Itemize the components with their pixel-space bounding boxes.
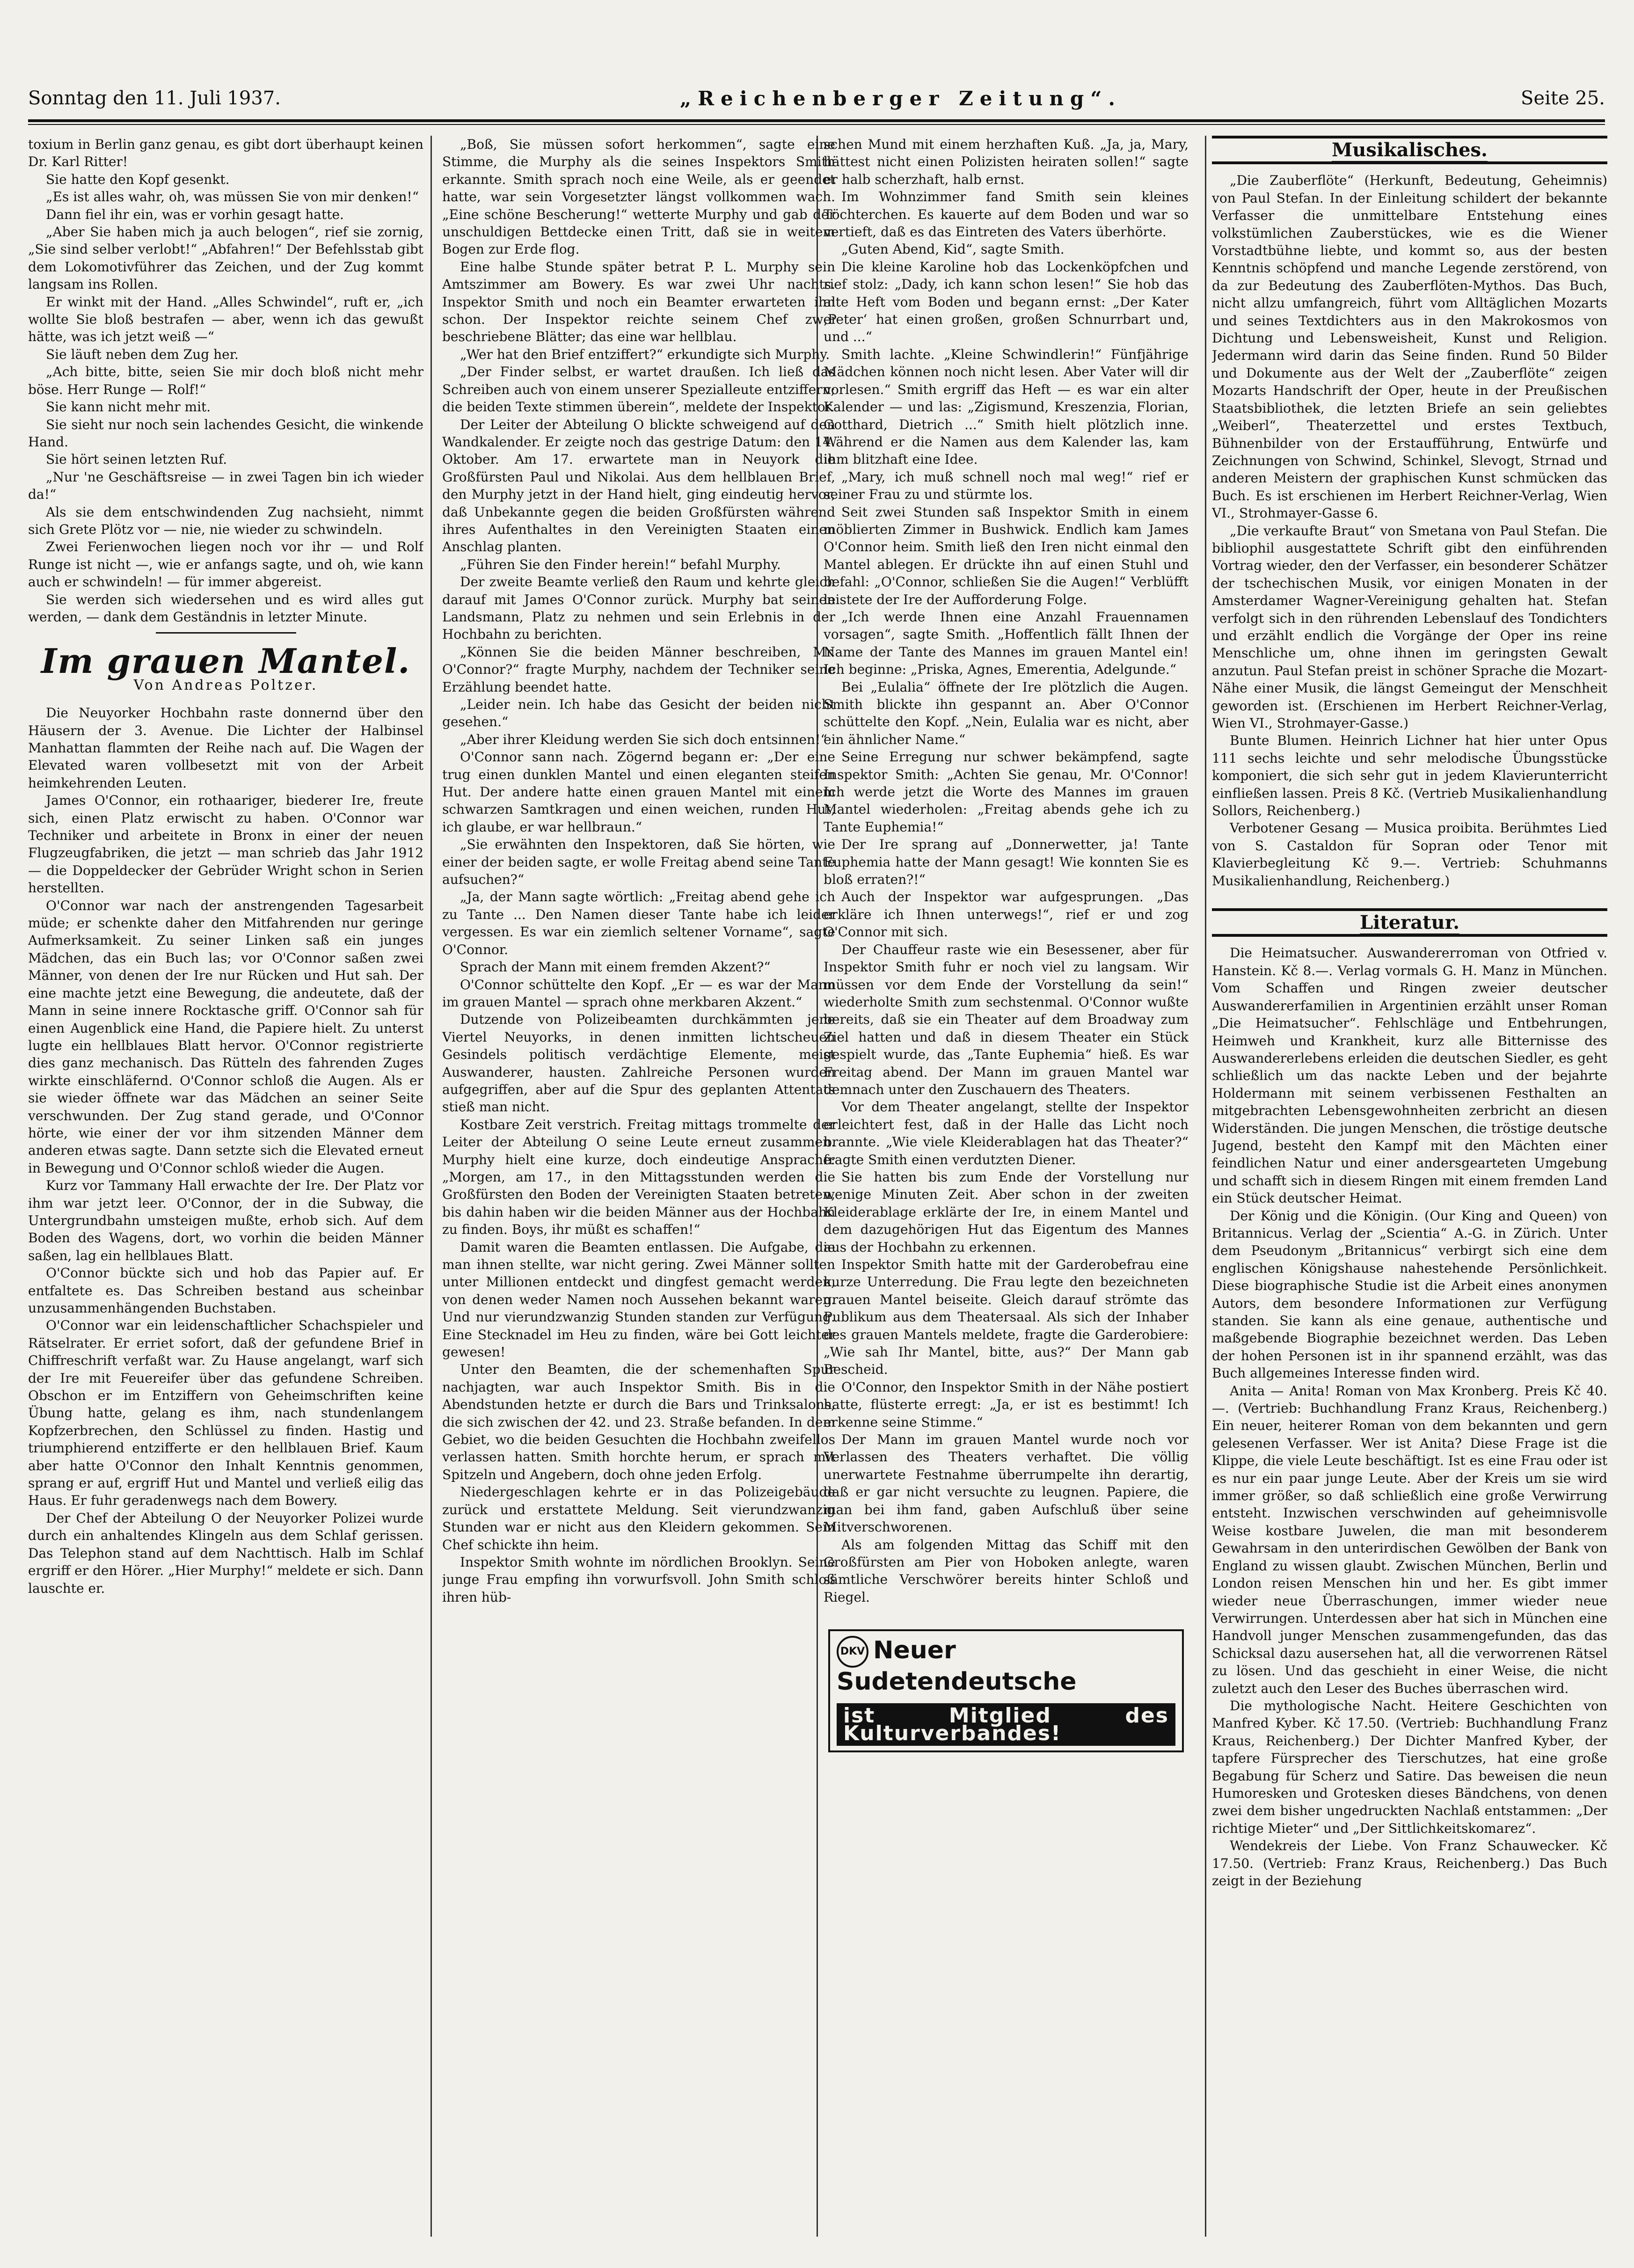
paragraph: „Es ist alles wahr, oh, was müssen Sie von mir denken!“ [46, 189, 419, 205]
column-divider [1205, 136, 1206, 2237]
review-entry: Die mythologische Nacht. Heitere Geschichten von Manfred Kyber. Kč 17.50. (Vertrieb: Buchhandlung Franz Kraus, Reichenberg.) Der Dichter Manfred Kyber, der tapfere Fürsprecher des Tierschutzes, hat eine große Begabung für Scherz und Satire. Das beweisen die neun Humoresken und Grotesken dieses Bändchens, von denen zwei dem bisher ungedruckten Nachlaß entstammen: „Der richtige Mieter“ und „Der Sittlichkeitskomarez“. [1212, 1698, 1607, 1836]
paragraph: schen Mund mit einem herzhaften Kuß. „Ja, ja, Mary, hättest nicht einen Polizisten heiraten sollen!“ sagte er halb scherzhaft, halb ernst. [824, 137, 1189, 187]
ad-subline: ist Mitglied des Kulturverbandes! [837, 1703, 1175, 1746]
paragraph: „Ach bitte, bitte, seien Sie mir doch bloß nicht mehr böse. Herr Runge — Rolf!“ [28, 364, 423, 397]
paragraph: Vor dem Theater angelangt, stellte der Inspektor erleichtert fest, daß in der Halle das Licht noch brannte. „Wie viele Kleiderablagen hat das Theater?“ fragte Smith einen verdutzten Diener. [824, 1099, 1189, 1167]
ad-headline [837, 1636, 1175, 1696]
review-entry: Anita — Anita! Roman von Max Kronberg. Preis Kč 40.—. (Vertrieb: Buchhandlung Franz Kraus, Reichenberg.) Ein neuer, heiterer Roman von dem bekannten und gern gelesenen Verfasser. Wer ist Anita? Diese Frage ist die Klippe, die viele Leute beschäftigt. Ist es eine Frau oder ist es nur ein paar junge Leute. Aber der Kreis um sie wird immer größer, so daß schließlich eine große Verwirrung entsteht. Inzwischen verschwinden auf geheimnisvolle Weise kostbare Juwelen, die man mit besonderem Gewahrsam in den unterirdischen Gewölben der Bank von England zu wissen glaubt. Zwischen München, Berlin und London reisen Menschen hin und her. Es gibt immer wieder neue Überraschungen, immer wieder neue Verwirrungen. Unterdessen aber hat sich in München eine Handvoll junger Menschen zusammengefunden, das das Schicksal dazu ausersehen hat, all die verworrenen Rätsel zu lösen. Und das geschieht in einer Weise, die nicht zuletzt auch den Leser des Buches überraschen wird. [1212, 1383, 1607, 1696]
column-4 [1212, 136, 1607, 2241]
paragraph: Dutzende von Polizeibeamten durchkämmten jene Viertel Neuyorks, in denen inmitten lichtscheuen Gesindels politisch verdächtige Elemente, meist Auswanderer, hausten. Zahlreiche Personen wurden aufgegriffen, aber auf die Spur des geplanten Attentats stieß man nicht. [442, 1012, 835, 1115]
paragraph: Sie läuft neben dem Zug her. [46, 346, 239, 362]
story-title: Im grauen Mantel. [41, 641, 411, 681]
paragraph: Der Chef der Abteilung O der Neuyorker Polizei wurde durch ein anhaltendes Klingeln aus dem Schlaf gerissen. Das Telephon stand auf dem Nachttisch. Halb im Schlaf ergriff er den Hörer. „Hier Murphy!“ meldete er sich. Dann lauschte er. [28, 1510, 423, 1596]
paragraph: Die kleine Karoline hob das Lockenköpfchen und rief stolz: „Dady, ich kann schon lesen!“ Sie hob das alte Heft vom Boden und begann ernst: „Der Kater ‚Peter‘ hat einen großen, großen Schnurrbart und, und ...“ [824, 259, 1189, 345]
page-header [28, 82, 1605, 115]
paragraph: Inspektor Smith wohnte im nördlichen Brooklyn. Seine junge Frau empfing ihn vorwurfsvoll. John Smith schloß ihren hüb- [442, 1554, 835, 1605]
paragraph: Die Neuyorker Hochbahn raste donnernd über den Häusern der 3. Avenue. Die Lichter der Halbinsel Manhattan flammten der Reihe nach auf. Die Wagen der Elevated waren vollbesetzt mit von der Arbeit heimkehrenden Leuten. [28, 705, 423, 791]
header-rule [28, 119, 1605, 122]
paragraph: Im Wohnzimmer fand Smith sein kleines Töchterchen. Es kauerte auf dem Boden und war so vertieft, daß es das Eintreten des Vaters überhörte. [824, 189, 1189, 240]
paragraph: Damit waren die Beamten entlassen. Die Aufgabe, die man ihnen stellte, war nicht gering. Zwei Männer sollten unter Millionen entdeckt und dingfest gemacht werden, von denen weder Namen noch Aussehen bekannt waren. Und nur vierundzwanzig Stunden standen zur Verfügung. Eine Stecknadel im Heu zu finden, wäre bei Gott leichter gewesen! [442, 1239, 835, 1360]
paragraph: Kurz vor Tammany Hall erwachte der Ire. Der Platz vor ihm war jetzt leer. O'Connor, der in die Subway, die Untergrundbahn umsteigen mußte, erhob sich. Auf dem Boden des Wagens, dort, wo vorhin die beiden Männer saßen, lag ein hellblaues Blatt. [28, 1178, 423, 1263]
paragraph: Dann fiel ihr ein, was er vorhin gesagt hatte. [46, 206, 344, 222]
paragraph: toxium in Berlin ganz genau, es gibt dort überhaupt keinen Dr. Karl Ritter! [28, 137, 423, 170]
paragraph: Zwei Ferienwochen liegen noch vor ihr — und Rolf Runge ist nicht —, wie er anfangs sagte, und oh, wie kann auch er schwindeln! — für immer abgereist. [28, 539, 423, 590]
paragraph: Als sie dem entschwindenden Zug nachsieht, nimmt sich Grete Plötz vor — nie, nie wieder zu schwindeln. [28, 504, 423, 537]
paragraph: O'Connor, den Inspektor Smith in der Nähe postiert hatte, flüsterte erregt: „Ja, er ist es bestimmt! Ich erkenne seine Stimme.“ [824, 1379, 1189, 1430]
review-entry: Der König und die Königin. (Our King and Queen) von Britannicus. Verlag der „Scientia“ A.-G. in Zürich. Unter dem Pseudonym „Britannicus“ verbirgt sich eine dem englischen Königshause nahestehende Persönlichkeit. Diese biographische Studie ist die Arbeit eines anonymen Autors, dem besondere Informationen zur Verfügung standen. Sie kann als eine genaue, authentische und maßgebende Biographie bezeichnet werden. Das Leben der hohen Personen ist in ihr spannend erzählt, was das Buch allgemeines Interesse finden wird. [1212, 1208, 1607, 1381]
paragraph: „Ja, der Mann sagte wörtlich: „Freitag abend gehe ich zu Tante ... Den Namen dieser Tante habe ich leider vergessen. Es war ein ziemlich seltener Vorname“, sagte O'Connor. [442, 889, 835, 957]
paragraph: Er winkt mit der Hand. „Alles Schwindel“, ruft er, „ich wollte Sie bloß bestrafen — aber, wenn ich das gewußt hätte, was ich jetzt weiß —“ [28, 294, 423, 345]
review-entry: Bunte Blumen. Heinrich Lichner hat hier unter Opus 111 sechs leichte und sehr melodische Übungsstücke komponiert, die sich sehr gut in jedem Klavierunterricht einfließen lassen. Preis 8 Kč. (Vertrieb Musikalienhandlung Sollors, Reichenberg.) [1212, 733, 1607, 819]
review-entry: Die Heimatsucher. Auswandererroman von Otfried v. Hanstein. Kč 8.—. Verlag vormals G. H. Manz in München. Vom Schaffen und Ringen zweier deutscher Auswandererfamilien in Argentinien erzählt unser Roman „Die Heimatsucher“. Fehlschläge und Entbehrungen, Heimweh und Krankheit, kurz alle Bitternisse des Auswandererlebens erleiden die deutschen Siedler, es geht schließlich um das nackte Leben und der bejahrte Holdermann mit seinem verbissenen Festhalten an mitgebrachten Lebensgewohnheiten zerbricht an diesen Widerständen. Die jungen Menschen, die tröstige deutsche Jugend, besteht den Kampf mit den Mächten einer feindlichen Natur und einer andersgearteten Umgebung und schafft sich in diesem Ringen mit einem fremden Land ein Stück deutscher Heimat. [1212, 945, 1607, 1206]
header-page-number: Seite 25. [1521, 88, 1605, 109]
paragraph: „Aber Sie haben mich ja auch belogen“, rief sie zornig, „Sie sind selber verlobt!“ „Abfahren!“ Der Befehlsstab gibt dem Lokomotivführer das Zeichen, und der Zug kommt langsam ins Rollen. [28, 224, 423, 292]
story-end-rule [156, 632, 296, 634]
paragraph: Smith lachte. „Kleine Schwindlerin!“ Fünfjährige Mädchen können noch nicht lesen. Aber Vater will dir vorlesen.“ Smith ergriff das Heft — es war ein alter Kalender — und las: „Zigismund, Kreszenzia, Florian, Gotthard, Dietrich ...“ Smith hielt plötzlich inne. Während er die Namen aus dem Kalender las, kam ihm blitzhaft eine Idee. [824, 346, 1189, 467]
kulturverband-logo-icon: DKV [837, 1636, 868, 1668]
paragraph: „Aber ihrer Kleidung werden Sie sich doch entsinnen!“ [460, 731, 827, 747]
paragraph: Der Ire sprang auf „Donnerwetter, ja! Tante Euphemia hatte der Mann gesagt! Wie konnten Sie es bloß erraten?!“ [824, 837, 1189, 888]
header-paper-name: „Reichenberger Zeitung“. [679, 87, 1122, 110]
paragraph: „Der Finder selbst, er wartet draußen. Ich ließ das Schreiben auch von einem unserer Spezialleute entziffern; die beiden Texte stimmen überein“, meldete der Inspektor. [442, 364, 835, 415]
column-1 [28, 136, 423, 2241]
paragraph: Der Mann im grauen Mantel wurde noch vor Verlassen des Theaters verhaftet. Die völlig unerwartete Festnahme überrumpelte ihn derartig, daß er gar nicht versuchte zu leugnen. Papiere, die man bei ihm fand, gaben Aufschluß über seine Mitverschworenen. [824, 1432, 1189, 1535]
section-heading-literature [1212, 908, 1607, 937]
review-entry: „Die Zauberflöte“ (Herkunft, Bedeutung, Geheimnis) von Paul Stefan. In der Einleitung schildert der bekannte Verfasser die unmittelbare Entstehung eines volkstümlichen Zauberstückes, wie es die Wiener Vorstadtbühne liebte, und kommt so, aus der besten Kenntnis schöpfend und manche Legende zerstörend, von da zur Bedeutung des Zauberflöten-Mythos. Das Buch, nicht allzu umfangreich, führt vom Alltäglichen Mozarts und seines Textdichters aus in den Makrokosmos von Dichtung und Lebensweisheit, Kunst und Religion. Jedermann wird darin das Seine finden. Rund 50 Bilder und Dokumente aus der Welt der „Zauberflöte“ zeigen Mozarts Handschrift der Oper, heute in der Preußischen Staatsbibliothek, die letzten Briefe an sein geliebtes „Weiberl“, Theaterzettel und erstes Textbuch, Bühnenbilder von der Erstaufführung, Entwürfe und Zeichnungen von Schwind, Schinkel, Slevogt, Strnad und anderen Meistern der graphischen Kunst schmücken das Buch. Es ist erschienen im Herbert Reichner-Verlag, Wien VI., Strohmayer-Gasse 6. [1212, 173, 1607, 521]
story-byline: Von Andreas Poltzer. [133, 677, 318, 693]
paragraph: Der Chauffeur raste wie ein Besessener, aber für Inspektor Smith fuhr er noch viel zu langsam. Wir müssen vor dem Ende der Vorstellung da sein!“ wiederholte Smith zum sechstenmal. O'Connor wußte bereits, daß sie ein Theater auf dem Broadway zum Ziel hatten und daß in diesem Theater ein Stück gespielt wurde, das „Tante Euphemia“ hieß. Es war Freitag abend. Der Mann im grauen Mantel war demnach unter den Zuschauern des Theaters. [824, 941, 1189, 1097]
paragraph: „Wer hat den Brief entziffert?“ erkundigte sich Murphy. [460, 346, 830, 362]
paragraph: „Boß, Sie müssen sofort herkommen“, sagte eine Stimme, die Murphy als die seines Inspektors Smith erkannte. Smith sprach noch eine Weile, als er geendet hatte, war sein Vorgesetzter längst vollkommen wach. „Eine schöne Bescherung!“ wetterte Murphy und gab der unschuldigen Bettdecke einen Tritt, daß sie in weitem Bogen zur Erde flog. [442, 137, 835, 257]
review-entry: „Die verkaufte Braut“ von Smetana von Paul Stefan. Die bibliophil ausgestattete Schrift gibt den einführenden Vortrag wieder, den der Verfasser, ein besonderer Schätzer der tschechischen Musik, vor einigen Monaten in der Amsterdamer Wagner-Vereinigung gehalten hat. Stefan verfolgt sich in den rührenden Lebenslauf des Tondichters und erzählt endlich die Vorgänge der Oper ins reine Menschliche um, ohne ihnen im geringsten Gewalt anzutun. Paul Stefan preist in schöner Sprache die Mozart-Nähe einer Musik, die längst Gemeingut der Menschheit geworden ist. (Erschienen im Herbert Reichner-Verlag, Wien VI., Strohmayer-Gasse.) [1212, 523, 1607, 731]
paragraph: Sie hatte den Kopf gesenkt. [46, 171, 230, 187]
paragraph: O'Connor bückte sich und hob das Papier auf. Er entfaltete es. Das Schreiben bestand aus scheinbar unzusammenhängenden Buchstaben. [28, 1265, 423, 1316]
column-2 [442, 136, 835, 2241]
paragraph: Unter den Beamten, die der schemenhaften Spur nachjagten, war auch Inspektor Smith. Bis in die Abendstunden hetzte er durch die Bars und Trinksalons, die sich zwischen der 42. und 23. Straße befanden. In dem Gebiet, wo die beiden Gesuchten die Hochbahn zweifellos verlassen hatten. Smith horchte herum, er sprach mit Spitzeln und Angebern, doch ohne jeden Erfolg. [442, 1362, 835, 1482]
paragraph: Sie hört seinen letzten Ruf. [46, 452, 227, 467]
paragraph: „Können Sie die beiden Männer beschreiben, Mr. O'Connor?“ fragte Murphy, nachdem der Techniker seine Erzählung beendet hatte. [442, 644, 835, 695]
paragraph: Der Leiter der Abteilung O blickte schweigend auf den Wandkalender. Er zeigte noch das gestrige Datum: den 14. Oktober. Am 17. erwartete man in Neuyork die Großfürsten Paul und Nikolai. Aus dem hellblauen Brief, den Murphy jetzt in der Hand hielt, ging eindeutig hervor, daß Unbekannte gegen die beiden Großfürsten während ihres Aufenthaltes in den Vereinigten Staaten einen Anschlag planten. [442, 416, 835, 555]
paragraph: Seit zwei Stunden saß Inspektor Smith in einem möblierten Zimmer in Bushwick. Endlich kam James O'Connor heim. Smith ließ den Iren nicht einmal den Mantel ablegen. Er drückte ihn auf einen Stuhl und befahl: „O'Connor, schließen Sie die Augen!“ Verblüfft leistete der Ire der Aufforderung Folge. [824, 504, 1189, 607]
header-date: Sonntag den 11. Juli 1937. [28, 88, 281, 109]
paragraph: O'Connor war nach der anstrengenden Tagesarbeit müde; er schenkte daher den Mitfahrenden nur geringe Aufmerksamkeit. Zu seiner Linken saß ein junges Mädchen, das ein Buch las; vor O'Connor saßen zwei Männer, von denen der Ire nur Rücken und Hut sah. Der eine machte jetzt eine Bewegung, die andeutete, daß der Mann in seine innere Rocktasche griff. O'Connor sah für einen Augenblick eine Hand, die Papiere hielt. Zu unterst lugte ein hellblaues Blatt hervor. O'Connor registrierte dies ganz mechanisch. Das Rütteln des fahrenden Zuges wirkte einschläfernd. O'Connor schloß die Augen. Als er sie wieder öffnete war das Mädchen an seiner Seite verschwunden. Der Zug stand gerade, und O'Connor hörte, wie einer der vor ihm sitzenden Männer dem anderen etwas sagte. Dann setzte sich die Elevated erneut in Bewegung und O'Connor schloß wieder die Augen. [28, 897, 423, 1176]
paragraph: „Führen Sie den Finder herein!“ befahl Murphy. [460, 556, 781, 572]
column-divider [430, 136, 432, 2237]
paragraph: Auch der Inspektor war aufgesprungen. „Das erkläre ich Ihnen unterwegs!“, rief er und zog O'Connor mit sich. [824, 889, 1189, 940]
paragraph: Sie sieht nur noch sein lachendes Gesicht, die winkende Hand. [28, 416, 423, 450]
header-rule-thin [28, 124, 1605, 125]
paragraph: „Sie erwähnten den Inspektoren, daß Sie hörten, wie einer der beiden sagte, er wolle Freitag abend seine Tante aufsuchen?“ [442, 837, 835, 888]
paragraph: Sie hatten bis zum Ende der Vorstellung nur wenige Minuten Zeit. Aber schon in der zweiten Kleiderablage erklärte der Ire, in einem Mantel und dem dazugehörigen Hut das Eigentum des Mannes aus der Hochbahn zu erkennen. [824, 1169, 1189, 1255]
section-heading-text: Musikalisches. [1332, 139, 1488, 162]
paragraph: O'Connor war ein leidenschaftlicher Schachspieler und Rätselrater. Er erriet sofort, daß der gefundene Brief in Chiffreschrift verfaßt war. Zu Hause angelangt, warf sich der Ire mit Feuereifer über das gefundene Schreiben. Obschon er im Entziffern von Geheimschriften keine Übung hatte, gelang es ihm, nach stundenlangem Kopfzerbrechen, den Schlüssel zu finden. Hastig und triumphierend entzifferte er den hellblauen Brief. Kaum aber hatte O'Connor den Inhalt Kenntnis genommen, sprang er auf, ergriff Hut und Mantel und verließ eilig das Haus. Er fuhr geradenwegs nach dem Bowery. [28, 1318, 423, 1509]
paragraph: Kostbare Zeit verstrich. Freitag mittags trommelte der Leiter der Abteilung O seine Leute erneut zusammen. Murphy hielt eine kurze, doch eindeutige Ansprache: „Morgen, am 17., in den Mittagsstunden werden die Großfürsten den Boden der Vereinigten Staaten betreten, bis dahin haben wir die beiden Männer aus der Hochbahn zu finden. Boys, ihr müßt es schaffen!“ [442, 1116, 835, 1238]
paragraph: Sie werden sich wiedersehen und es wird alles gut werden, — dank dem Geständnis in letzter Minute. [28, 591, 423, 625]
paragraph: Sie kann nicht mehr mit. [46, 399, 211, 415]
paragraph: Eine halbe Stunde später betrat P. L. Murphy sein Amtszimmer am Bowery. Es war zwei Uhr nachts. Inspektor Smith und noch ein Beamter erwarteten ihn schon. Der Inspektor reichte seinem Chef zwei beschriebene Blätter; das eine war hellblau. [442, 259, 835, 345]
section-heading-music [1212, 136, 1607, 164]
paragraph: „Ich werde Ihnen eine Anzahl Frauennamen vorsagen“, sagte Smith. „Hoffentlich fällt Ihnen der Name der Tante des Mannes im grauen Mantel ein! Ich beginne: „Priska, Agnes, Emerentia, Adelgunde.“ [824, 609, 1189, 678]
kulturverband-advertisement [828, 1629, 1184, 1752]
review-entry: Wendekreis der Liebe. Von Franz Schauwecker. Kč 17.50. (Vertrieb: Franz Kraus, Reichenberg.) Das Buch zeigt in der Beziehung [1212, 1838, 1607, 1889]
paragraph: Bei „Eulalia“ öffnete der Ire plötzlich die Augen. Smith blickte ihn gespannt an. Aber O'Connor schüttelte den Kopf. „Nein, Eulalia war es nicht, aber ein ähnlicher Name.“ [824, 679, 1189, 747]
paragraph: O'Connor sann nach. Zögernd begann er: „Der eine trug einen dunklen Mantel und einen eleganten steifen Hut. Der andere hatte einen grauen Mantel mit einem schwarzen Samtkragen und einen weichen, runden Hut, ich glaube, er war hellbraun.“ [442, 749, 835, 835]
paragraph: „Leider nein. Ich habe das Gesicht der beiden nicht gesehen.“ [442, 697, 835, 730]
paragraph: „Guten Abend, Kid“, sagte Smith. [841, 241, 1065, 257]
paragraph: Niedergeschlagen kehrte er in das Polizeigebäude zurück und erstattete Meldung. Seit vierundzwanzig Stunden war er nicht aus den Kleidern gekommen. Sein Chef schickte ihn heim. [442, 1484, 835, 1553]
paragraph: Sprach der Mann mit einem fremden Akzent?“ [460, 959, 771, 975]
ad-headline-text: Neuer Sudetendeutsche [837, 1636, 1077, 1696]
section-heading-text: Literatur. [1360, 912, 1459, 935]
column-3 [824, 136, 1189, 2241]
review-entry: Verbotener Gesang — Musica proibita. Berühmtes Lied von S. Castaldon für Sopran oder Tenor mit Klavierbegleitung Kč 9.—. Vertrieb: Schuhmanns Musikalienhandlung, Reichenberg.) [1212, 820, 1607, 889]
paragraph: Der zweite Beamte verließ den Raum und kehrte gleich darauf mit James O'Connor zurück. Murphy bat seinen Landsmann, Platz zu nehmen und sein Erlebnis in der Hochbahn zu berichten. [442, 574, 835, 642]
paragraph: Inspektor Smith hatte mit der Garderobefrau eine kurze Unterredung. Die Frau legte den bezeichneten grauen Mantel beiseite. Gleich darauf strömte das Publikum aus dem Theatersaal. Als sich der Inhaber des grauen Mantels meldete, fragte die Garderobiere: „Wie sah Ihr Mantel, bitte, aus?“ Der Mann gab Bescheid. [824, 1257, 1189, 1378]
paragraph: O'Connor schüttelte den Kopf. „Er — es war der Mann im grauen Mantel — sprach ohne merkbaren Akzent.“ [442, 977, 835, 1010]
paragraph: Seine Erregung nur schwer bekämpfend, sagte Inspektor Smith: „Achten Sie genau, Mr. O'Connor! Ich werde jetzt die Worte des Mannes im grauen Mantel wiederholen: „Freitag abends gehe ich zu Tante Euphemia!“ [824, 749, 1189, 835]
paragraph: „Nur 'ne Geschäftsreise — in zwei Tagen bin ich wieder da!“ [28, 469, 423, 503]
paragraph: James O'Connor, ein rothaariger, biederer Ire, freute sich, einen Platz erwischt zu haben. O'Connor war Techniker und arbeitete in Bronx in einer der neuen Flugzeugfabriken, die jetzt — man schrieb das Jahr 1912 — die Doppeldecker der Gebrüder Wright schon in Serien herstellten. [28, 793, 423, 896]
paragraph: „Mary, ich muß schnell noch mal weg!“ rief er seiner Frau zu und stürmte los. [824, 469, 1189, 503]
paragraph: Als am folgenden Mittag das Schiff mit den Großfürsten am Pier von Hoboken anlegte, waren sämtliche Verschwörer bereits hinter Schloß und Riegel. [824, 1537, 1189, 1605]
